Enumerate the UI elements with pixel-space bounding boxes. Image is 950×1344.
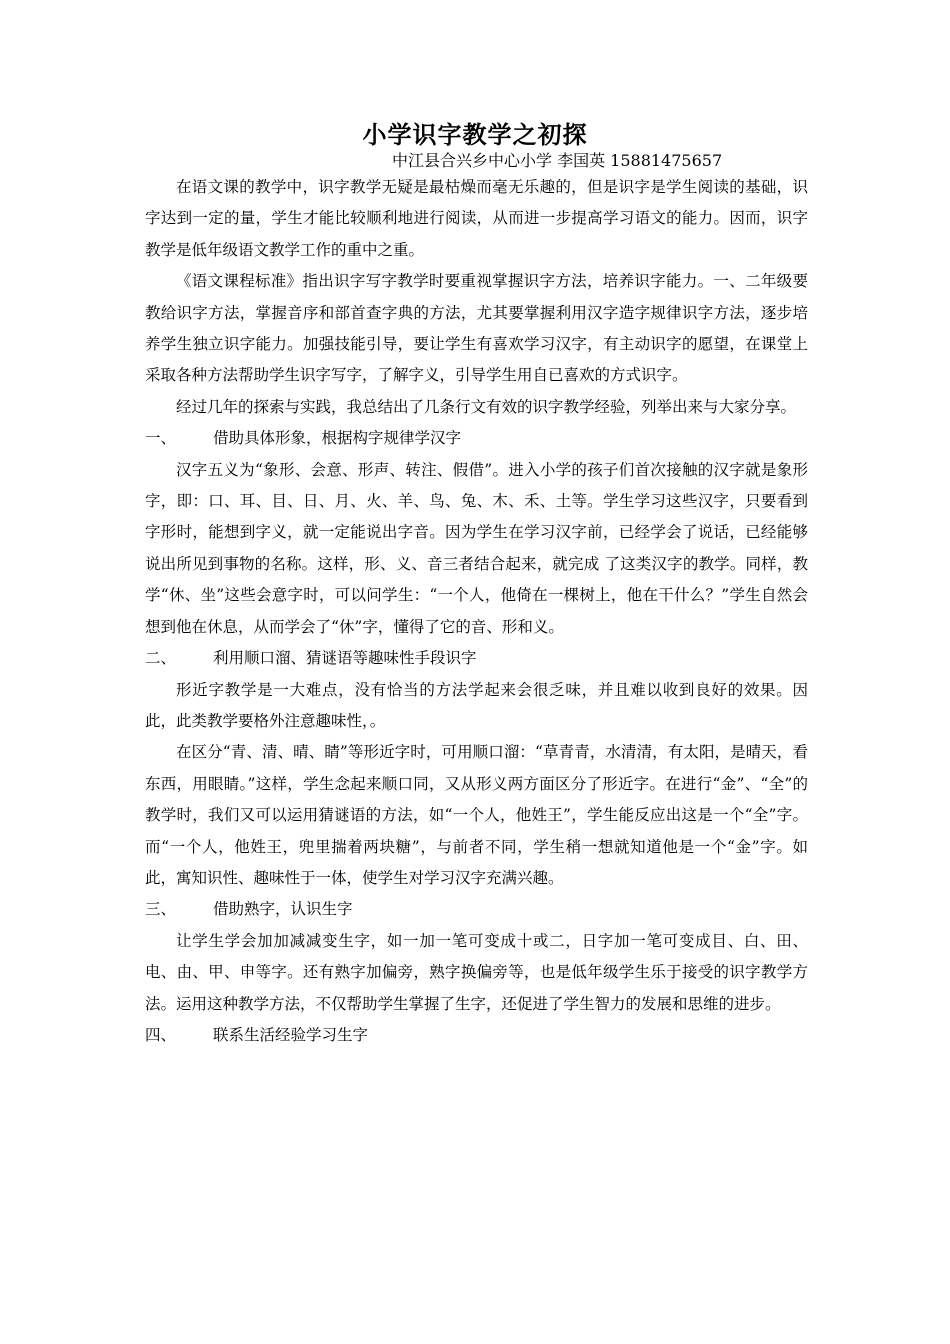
section-number: 一、: [145, 429, 177, 448]
section-title: 借助具体形象，根据构字规律学汉字: [213, 429, 462, 448]
section-3-paragraph-1: 让学生学会加加减减变生字，如一加一笔可变成十或二，日字加一笔可变成目、白、田、电、由、甲、申等字。还有熟字加偏旁，熟字换偏旁等，也是低年级学生乐于接受的识字教学方法。运用这种教学方法，不仅帮助学生掌握了生字，还促进了学生智力的发展和思维的进步。: [145, 931, 808, 1013]
section-heading-1: [145, 423, 808, 454]
section-2-paragraph-2: 在区分“青、清、晴、睛”等形近字时，可用顺口溜：“草青青，水清清，有太阳，是晴天，看东西，用眼睛。”这样，学生念起来顺口同，又从形义两方面区分了形近字。在进行“金”、“全”的教学时，我们又可以运用猜谜语的方法，如“一个人，他姓王”，学生能反应出这是一个“全”字。而“一个人，他姓王，兜里揣着两块糖”，与前者不同，学生稍一想就知道他是一个“金”字。如此，寓知识性、趣味性于一体，使学生对学习汉字充满兴趣。: [145, 743, 808, 887]
section-number: 二、: [145, 649, 177, 668]
intro-paragraph-1: 在语文课的教学中，识字教学无疑是最枯燥而毫无乐趣的，但是识字是学生阅读的基础，识字达到一定的量，学生才能比较顺利地进行阅读，从而进一步提高学习语文的能力。因而，识字教学是低年级语文教学工作的重中之重。: [145, 178, 808, 259]
section-1-paragraph-1: 汉字五义为“象形、会意、形声、转注、假借”。进入小学的孩子们首次接触的汉字就是象形字，即：口、耳、目、日、月、火、羊、鸟、兔、木、禾、土等。学生学习这些汉字，只要看到字形时，能想到字义，就一定能说出字音。因为学生在学习汉字前，已经学会了说话，已经能够说出所见到事物的名称。这样，形、义、音三者结合起来，就完成 了这类汉字的教学。同样，教学“休、坐”这些会意字时，可以问学生：“一个人，他倚在一棵树上，他在干什么？”学生自然会想到他在休息，从而学会了“休”字，懂得了它的音、形和义。: [145, 460, 808, 636]
section-heading-3: [145, 894, 808, 925]
section-2-paragraph-1: 形近字教学是一大难点，没有恰当的方法学起来会很乏味，并且难以收到良好的效果。因此，此类教学要格外注意趣味性，。: [145, 680, 808, 730]
intro-paragraph-3: 经过几年的探索与实践，我总结出了几条行文有效的识字教学经验，列举出来与大家分享。: [176, 397, 797, 416]
intro-paragraph-2: 《语文课程标准》指出识字写字教学时要重视掌握识字方法，培养识字能力。一、二年级要教给识字方法，掌握音序和部首查字典的方法，尤其要掌握利用汉字造字规律识字方法，逐步培养学生独立识字能力。加强技能引导，要让学生有喜欢学习汉字，有主动识字的愿望，在课堂上采取各种方法帮助学生识字写字，了解字义，引导学生用自已喜欢的方式识字。: [145, 272, 808, 385]
document-body: [145, 172, 808, 1051]
section-heading-2: [145, 643, 808, 674]
section-heading-4: [145, 1020, 808, 1051]
section-title: 联系生活经验学习生字: [213, 1025, 369, 1044]
section-number: 四、: [145, 1025, 177, 1044]
section-number: 三、: [145, 900, 177, 919]
section-title: 借助熟字，认识生字: [213, 900, 353, 919]
author-byline: 中江县合兴乡中心小学 李国英 15881475657: [392, 151, 723, 170]
section-title: 利用顺口溜、猜谜语等趣味性手段识字: [213, 649, 477, 668]
document-title: 小学识字教学之初探: [362, 120, 588, 149]
